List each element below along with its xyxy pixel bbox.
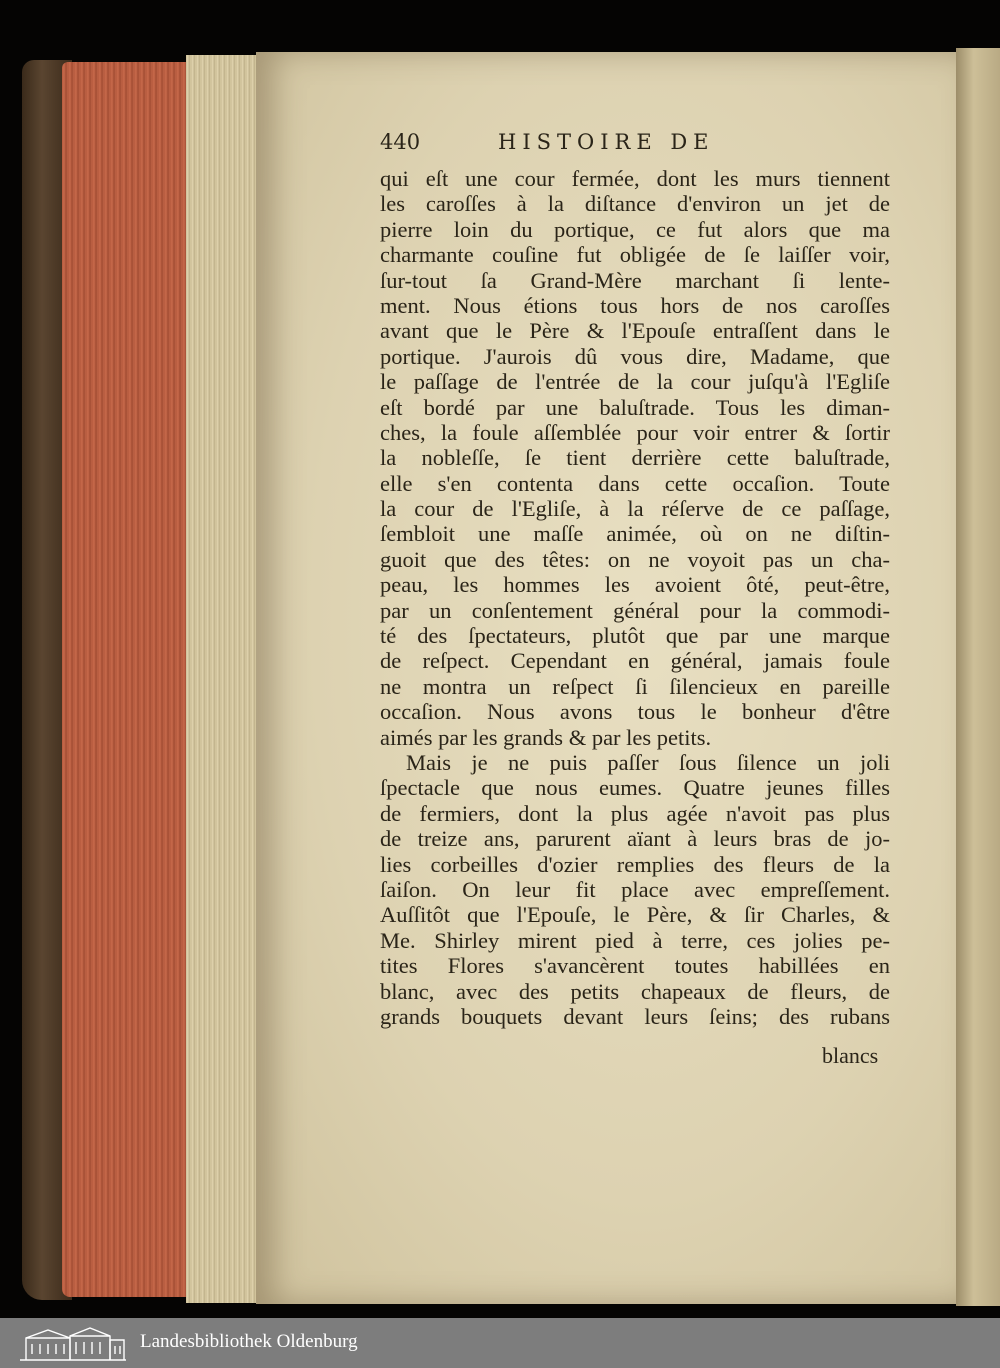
text-line: de reſpect. Cependant en général, jamais foule [380,648,890,674]
text-line: par un conſentement général pour la commodi- [380,597,890,623]
text-line: ches, la foule aſſemblée pour voir entrer & ſortir [380,419,890,445]
text-line: Me. Shirley mirent pied à terre, ces jolies pe- [380,927,890,953]
text-line: peau, les hommes les avoient ôté, peut-être, [380,572,890,598]
paragraph-start-line: Mais je ne puis paſſer ſous ſilence un joli [406,749,890,775]
library-building-icon [18,1324,128,1362]
text-line: ment. Nous étions tous hors de nos caroſſes [380,292,890,318]
text-line: la nobleſſe, ſe tient derrière cette baluſtrade, [380,445,890,471]
text-line: le paſſage de l'entrée de la cour juſqu'à l'Egliſe [380,369,890,395]
page-number: 440 [380,130,421,154]
library-footer [0,1318,1000,1368]
text-line: blanc, avec des petits chapeaux de fleurs, de [380,978,890,1004]
facing-page-edge [956,48,1000,1306]
text-line: ſur-tout ſa Grand-Mère marchant ſi lente- [380,267,890,293]
paragraph-end-line: aimés par les grands & par les petits. [380,724,712,750]
text-line: charmante couſine fut obligée de ſe laiſſer voir, [380,242,890,268]
text-line: ſpectacle que nous eumes. Quatre jeunes filles [380,775,890,801]
text-line: Auſſitôt que l'Epouſe, le Père, & ſir Charles, & [380,902,890,928]
text-line: tites Flores s'avancèrent toutes habillées en [380,953,890,979]
text-line: qui eſt une cour fermée, dont les murs tiennent [380,166,890,191]
text-line: avant que le Père & l'Epouſe entraſſent dans le [380,318,890,344]
text-line: elle s'en contenta dans cette occaſion. Toute [380,470,890,496]
text-line: pierre loin du portique, ce fut alors que ma [380,216,890,242]
text-line: les caroſſes à la diſtance d'environ un jet de [380,191,890,217]
text-line: grands bouquets devant leurs ſeins; des rubans [380,1003,890,1029]
page-header [380,130,890,164]
text-line: occaſion. Nous avons tous le bonheur d'être [380,699,890,725]
text-line: portique. J'aurois dû vous dire, Madame, que [380,343,890,369]
text-line: té des ſpectateurs, plutôt que par une marque [380,623,890,649]
body-text [380,166,890,1029]
text-line: de treize ans, parurent aïant à leurs bras de jo- [380,826,890,852]
catchword: blancs [822,1043,879,1068]
library-name: Landesbibliothek Oldenburg [140,1331,358,1352]
text-line: de fermiers, dont la plus agée n'avoit pas plus [380,800,890,826]
text-line: la cour de l'Egliſe, à la réſerve de ce paſſage, [380,496,890,522]
text-line: lies corbeilles d'ozier remplies des fleurs de la [380,851,890,877]
running-title: HISTOIRE DE [498,130,715,154]
text-line: ſaiſon. On leur fit place avec empreſſement. [380,876,890,902]
text-line: eſt bordé par une baluſtrade. Tous les diman- [380,394,890,420]
page-edges [186,55,258,1303]
text-line: guoit que des têtes: on ne voyoit pas un cha- [380,546,890,572]
text-line: ſembloit une maſſe animée, où on ne diſtin- [380,521,890,547]
page-edges-red [62,62,192,1297]
text-line: ne montra un reſpect ſi ſilencieux en pareille [380,673,890,699]
